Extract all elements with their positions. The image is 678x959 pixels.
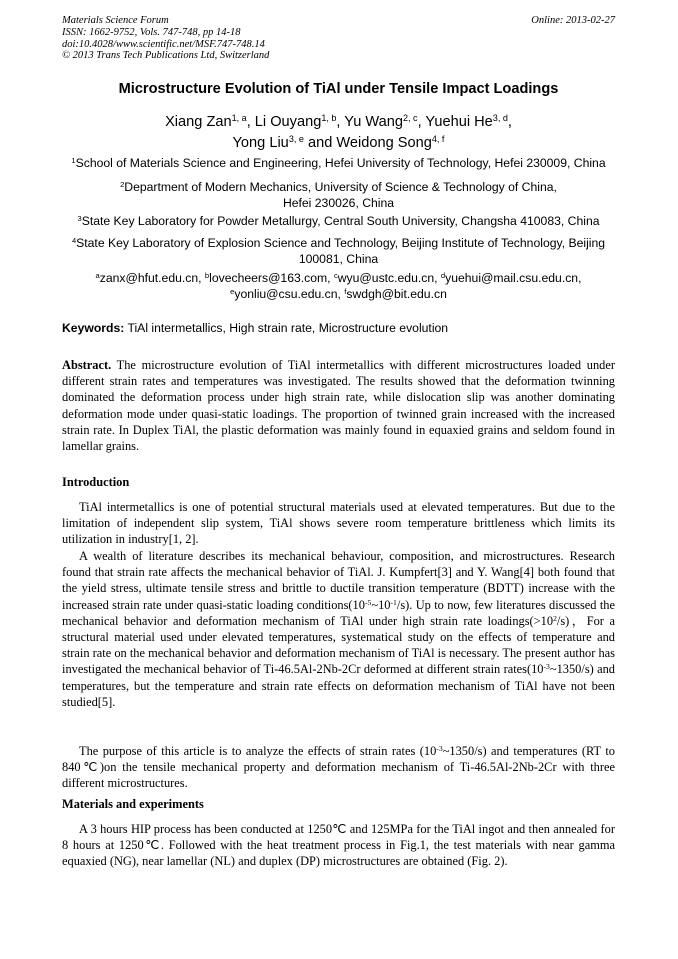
affiliation-text: Hefei 230026, China (282, 195, 395, 210)
doi-line: doi:10.4028/www.scientific.net/MSF.747-748.14 (62, 38, 265, 50)
affiliation-number: 1 (71, 155, 76, 165)
keywords-label: Keywords: (62, 321, 125, 335)
intro-paragraph-3: The purpose of this article is to analyze the effects of strain rates $(10^{-3}\sim 1350/s)$ and temperatures (RT to 840℃)on the tensile mechanical property and deformation mechanism of Ti-46.5Al-2Nb-2Cr with three different microstructures. (62, 743, 615, 791)
email-address: yuehui@mail.csu.edu.cn, (445, 271, 582, 285)
email-superscript: f (344, 286, 347, 296)
keywords-text: TiAl intermetallics, High strain rate, Microstructure evolution (127, 321, 449, 335)
author-name: Yu Wang (344, 114, 403, 130)
author-name: Li Ouyang (254, 114, 322, 130)
affiliation-text: State Key Laboratory of Explosion Science and Technology, Beijing Institute of Technology, Beijing (76, 236, 606, 250)
email-address: wyu@ustc.edu.cn, (337, 271, 438, 285)
author-superscript: 4, f (431, 134, 445, 145)
affiliation-number: 4 (71, 235, 77, 245)
email-address: lovecheers@163.com, (209, 271, 331, 285)
email-superscript: e (230, 286, 235, 296)
abstract-text: The microstructure evolution of TiAl intermetallics with different microstructures loaded under different strain rates and temperatures was investigated. The results showed that the deformation twinning dominated the deformation process under high strain rate, while dislocation slip was another dominating deformation mode under quasi-static loadings. The proportion of twinned grain increased with the increased strain rate. In Duplex TiAl, the plastic deformation was mainly found in equaxied grains and seldom found in lamellar grains. (62, 358, 616, 454)
copyright-line: © 2013 Trans Tech Publications Ltd, Switzerland (62, 50, 270, 62)
journal-name: Materials Science Forum (62, 15, 169, 26)
affiliation-number: 3 (77, 213, 82, 223)
email-superscript: c (333, 270, 338, 280)
affiliation-1 (62, 156, 615, 172)
materials-paragraph-1: A 3 hours HIP process has been conducted at 1250℃ and 125MPa for the TiAl ingot and then annealed for 8 hours at 1250℃. Followed with the heat treatment process in Fig.1, the test materials with near gamma equaxied (NG), near lamellar (NL) and duplex (DP) microstructures are obtained (Fig. 2). (62, 822, 615, 869)
affiliation-3 (62, 214, 615, 230)
email-superscript: d (440, 270, 446, 280)
abstract-label: Abstract. (62, 358, 112, 372)
author-superscript: 1, b (321, 113, 337, 124)
author-superscript: 2, c (402, 113, 418, 124)
author-name: Yuehui He (425, 114, 493, 130)
author-name: Weidong Song (336, 135, 432, 151)
intro-paragraph-1: TiAl intermetallics is one of potential structural materials used at elevated temperatures. But due to the limitation of independent slip system, TiAl shows severe room temperature brittleness which limits its utilization in industry[1, 2]. (62, 500, 615, 547)
affiliation-4 (62, 236, 615, 267)
email-superscript: a (95, 270, 100, 280)
author-superscript: 1, a (231, 113, 247, 124)
email-superscript: b (204, 270, 210, 280)
abstract (62, 357, 615, 454)
author-list: Xiang Zan$^{1, a}$, Li Ouyang$^{1, b}$, Yu Wang$^{2, c}$, Yuehui He$^{3, d}$, Yong Liu$^{3, e}$ and Weidong Song$^{4, f}$ (165, 113, 512, 151)
affiliation-text: School of Materials Science and Engineering, Hefei University of Technology, Hefei 230009, China (75, 156, 606, 170)
online-date: Online: 2013-02-27 (531, 15, 615, 26)
affiliation-text: State Key Laboratory for Powder Metallurgy, Central South University, Changsha 410083, China (81, 214, 600, 228)
affiliation-text: 100081, China (298, 251, 379, 266)
author-superscript: 3, e (288, 134, 304, 145)
email-address: swdgh@bit.edu.cn (346, 286, 447, 301)
affiliation-number: 2 (120, 179, 125, 189)
section-heading-introduction: Introduction (62, 475, 130, 489)
email-list (62, 271, 615, 302)
email-address: zanx@hfut.edu.cn, (99, 271, 202, 285)
author-name: Xiang Zan (165, 114, 232, 130)
email-address: yonliu@csu.edu.cn, (234, 286, 341, 301)
paper-title: Microstructure Evolution of TiAl under Tensile Impact Loadings (118, 81, 559, 97)
section-heading-materials: Materials and experiments (62, 797, 204, 811)
journal-header (62, 15, 269, 62)
author-name: Yong Liu (232, 135, 289, 151)
author-conjunction: and (307, 135, 333, 151)
affiliation-2 (62, 180, 615, 211)
author-superscript: 3, d (492, 113, 508, 124)
affiliation-text: Department of Modern Mechanics, University of Science & Technology of China, (124, 180, 557, 194)
issn-line: ISSN: 1662-9752, Vols. 747-748, pp 14-18 (62, 26, 241, 38)
keywords (62, 321, 615, 337)
intro-paragraph-2: A wealth of literature describes its mechanical behaviour, composition, and microstructures. Research found that strain rate affects the mechanical behavior of TiAl. J. Kumpfert[3] and Y. Wang[4] both found that the yield stress, ultimate tensile stress and brittle to ductile transition temperature (BDTT) increase with the increased strain rate under quasi-static loading $conditions(10^{-5}\sim 10^{-1}/s)$. Up to now, few literatures discussed the mechanical behavior and deformation mechanism of TiAl under high strain rate $loadings(>10^2/s)$，For a structural material used under elevated temperatures, systematical study on the effects of temperature and strain rate on the mechanical behavior and deformation mechanism of TiAl is necessary. The present author has investigated the mechanical behavior of Ti-46.5Al-2Nb-2Cr deformed at different strain $rates(10^{-3}\sim 1350/s)$ and temperatures, but the temperature and strain rate effects on deformation mechanism of TiAl have not been studied[5]. (62, 549, 616, 709)
